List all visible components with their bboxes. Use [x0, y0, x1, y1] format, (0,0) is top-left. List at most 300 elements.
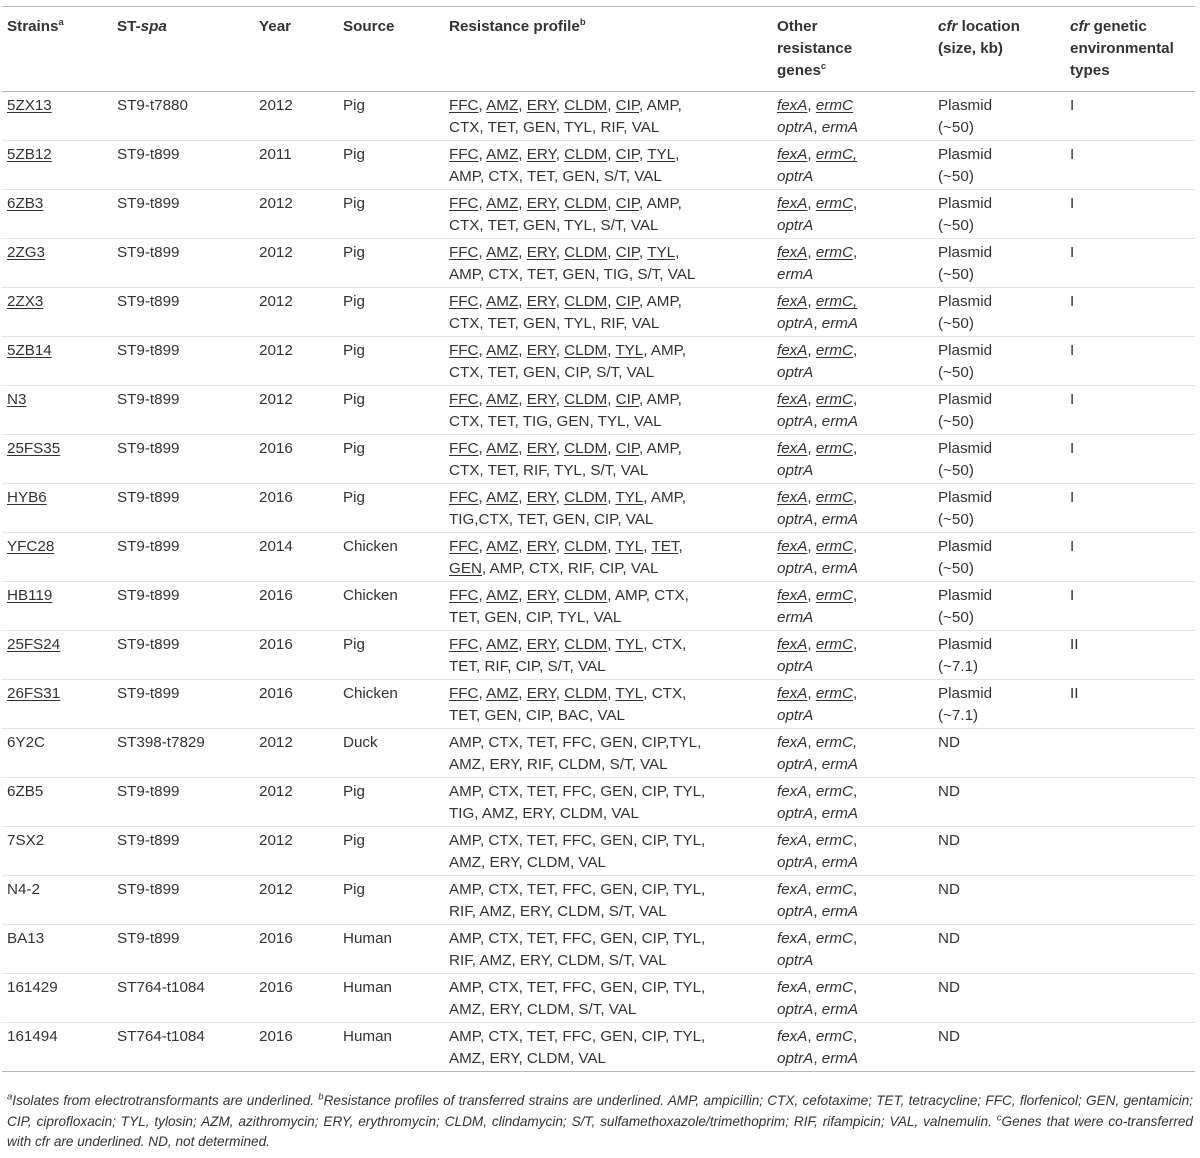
cell-year: 2016	[254, 484, 338, 533]
header-year: Year	[254, 7, 338, 92]
gene: ermA	[821, 560, 859, 577]
location-line: Plasmid	[938, 587, 993, 604]
table-row	[2, 631, 1195, 680]
antibiotic: ERY	[526, 146, 556, 163]
gene: fexA	[777, 685, 808, 702]
antibiotic: AMP	[646, 97, 678, 114]
table-row	[2, 582, 1195, 631]
cell-cfr-location	[933, 484, 1065, 533]
cell-other-genes: fexA, ermC, ermA	[772, 582, 933, 631]
antibiotic: VAL	[626, 364, 655, 381]
antibiotic: AMZ	[486, 195, 519, 212]
header-resistance-profile: Resistance profile$^b$	[444, 7, 772, 92]
location-line: ND	[938, 1028, 960, 1045]
cell-cfr-location	[933, 631, 1065, 680]
cell-year: 2016	[254, 631, 338, 680]
antibiotic: GEN	[562, 266, 596, 283]
antibiotic: AMP	[646, 391, 678, 408]
antibiotic: CTX	[488, 266, 519, 283]
cell-cfr-location	[933, 974, 1065, 1023]
antibiotic: FFC	[449, 391, 479, 408]
cell-other-genes: fexA, ermC, optrA	[772, 925, 933, 974]
cell-year: 2012	[254, 337, 338, 386]
location-line: (~50)	[938, 462, 974, 479]
cell-cfr-location	[933, 680, 1065, 729]
strain-id: 25FS35	[7, 440, 61, 457]
gene: ermC	[815, 195, 853, 212]
gene: fexA	[777, 293, 808, 310]
antibiotic: BAC	[557, 707, 589, 724]
cell-cfr-type	[1065, 827, 1195, 876]
antibiotic: TET	[449, 658, 476, 675]
antibiotic: CTX	[449, 217, 480, 234]
table-row	[2, 533, 1195, 582]
cell-cfr-location	[933, 288, 1065, 337]
antibiotic: AMZ	[486, 244, 519, 261]
antibiotic: AMP	[646, 195, 678, 212]
location-line: ND	[938, 783, 960, 800]
antibiotic: TET	[487, 364, 515, 381]
antibiotic: GEN	[562, 168, 596, 185]
gene: optrA	[777, 560, 814, 577]
cell-year: 2012	[254, 386, 338, 435]
antibiotic: S/T	[547, 658, 570, 675]
table-row	[2, 337, 1195, 386]
cell-strain	[2, 239, 112, 288]
cell-st-spa: ST9-t899	[112, 631, 254, 680]
antibiotic: TET	[487, 462, 515, 479]
table-row	[2, 876, 1195, 925]
antibiotic: FFC	[449, 440, 479, 457]
cell-strain	[2, 386, 112, 435]
cell-cfr-location	[933, 239, 1065, 288]
antibiotic: ERY	[526, 244, 556, 261]
cell-cfr-type: I	[1065, 288, 1195, 337]
cell-year: 2012	[254, 190, 338, 239]
strain-id: 161429	[7, 979, 58, 996]
antibiotic: S/T	[603, 168, 626, 185]
gene: fexA	[777, 391, 808, 408]
antibiotic: CLDM	[564, 342, 608, 359]
antibiotic: AMZ	[486, 636, 519, 653]
gene: fexA	[777, 1028, 808, 1045]
antibiotic: ERY	[526, 391, 556, 408]
location-line: ND	[938, 832, 960, 849]
cell-resistance: FFC, AMZ, ERY, CLDM, TYL, AMP, CTX, TET, GEN, CIP, S/T, VAL	[444, 337, 772, 386]
cell-other-genes: fexA, ermC, optrA	[772, 141, 933, 190]
gene: fexA	[777, 832, 808, 849]
antibiotic: CTX	[449, 364, 480, 381]
strain-id: 6ZB5	[7, 783, 44, 800]
antibiotic: GEN	[556, 413, 590, 430]
cell-resistance: FFC, AMZ, ERY, CLDM, CIP, TYL, AMP, CTX, TET, GEN, TIG, S/T, VAL	[444, 239, 772, 288]
antibiotic: RIF	[600, 119, 624, 136]
resistance-line: AMZ, ERY, RIF, CLDM, S/T, VAL	[449, 756, 668, 773]
location-line: (~50)	[938, 364, 974, 381]
location-line: ND	[938, 979, 960, 996]
antibiotic: VAL	[630, 560, 659, 577]
antibiotic: ERY	[526, 636, 556, 653]
gene: ermC	[815, 440, 853, 457]
antibiotic: S/T	[596, 364, 619, 381]
antibiotic: ERY	[526, 342, 556, 359]
gene: ermA	[777, 609, 814, 626]
location-line: Plasmid	[938, 146, 993, 163]
antibiotic: TET	[449, 609, 476, 626]
location-line: (~7.1)	[938, 707, 979, 724]
antibiotic: VAL	[577, 658, 606, 675]
location-line: (~50)	[938, 511, 974, 528]
antibiotic: RIF	[600, 315, 624, 332]
cell-other-genes: fexA, ermC, optrA, ermA	[772, 778, 933, 827]
antibiotic: CLDM	[564, 440, 608, 457]
cell-year: 2012	[254, 92, 338, 141]
location-line: (~50)	[938, 315, 974, 332]
cell-year: 2012	[254, 288, 338, 337]
antibiotic: AMZ	[486, 391, 519, 408]
cell-year: 2014	[254, 533, 338, 582]
location-line: (~50)	[938, 217, 974, 234]
antibiotic: AMZ	[486, 538, 519, 555]
cell-source: Chicken	[338, 533, 444, 582]
cell-cfr-type: I	[1065, 435, 1195, 484]
table-body	[2, 92, 1195, 1072]
antibiotic: TIG	[603, 266, 629, 283]
cell-other-genes: fexA, ermC optrA, ermA	[772, 92, 933, 141]
resistance-line: AMP, CTX, TET, FFC, GEN, CIP, TYL,	[449, 930, 706, 947]
cell-st-spa: ST9-t899	[112, 778, 254, 827]
gene: fexA	[777, 342, 808, 359]
location-line: (~7.1)	[938, 658, 979, 675]
gene: ermA	[821, 315, 859, 332]
table-row	[2, 974, 1195, 1023]
antibiotic: ERY	[526, 440, 556, 457]
cell-st-spa: ST9-t899	[112, 484, 254, 533]
antibiotic: VAL	[634, 168, 662, 185]
gene: ermA	[821, 903, 859, 920]
antibiotic: GEN	[523, 315, 556, 332]
cell-resistance: FFC, AMZ, ERY, CLDM, TYL, CTX, TET, GEN, CIP, BAC, VAL	[444, 680, 772, 729]
cell-resistance: FFC, AMZ, ERY, CLDM, TYL, AMP, TIG,CTX, TET, GEN, CIP, VAL	[444, 484, 772, 533]
antibiotic: CLDM	[564, 97, 608, 114]
location-line: (~50)	[938, 119, 974, 136]
antibiotic: CIP	[525, 609, 550, 626]
cell-strain	[2, 729, 112, 778]
antibiotic: ERY	[526, 587, 556, 604]
strains-table	[2, 6, 1195, 1072]
location-line: ND	[938, 734, 960, 751]
cell-other-genes: fexA, ermC, optrA	[772, 435, 933, 484]
cell-cfr-type	[1065, 876, 1195, 925]
location-line: Plasmid	[938, 538, 993, 555]
location-line: Plasmid	[938, 195, 993, 212]
resistance-line: AMZ, ERY, CLDM, VAL	[449, 1050, 606, 1067]
cell-resistance: FFC, AMZ, ERY, CLDM, CIP, AMP, CTX, TET, RIF, TYL, S/T, VAL	[444, 435, 772, 484]
antibiotic: TYL	[564, 315, 592, 332]
resistance-line: AMP, CTX, TET, FFC, GEN, CIP, TYL,	[449, 881, 706, 898]
cell-st-spa: ST9-t899	[112, 386, 254, 435]
cell-source: Pig	[338, 190, 444, 239]
gene: fexA	[777, 97, 808, 114]
table-row	[2, 827, 1195, 876]
cell-resistance	[444, 729, 772, 778]
antibiotic: TET	[526, 168, 554, 185]
cell-year: 2016	[254, 680, 338, 729]
gene: optrA	[777, 658, 814, 675]
table-row	[2, 484, 1195, 533]
antibiotic: CLDM	[564, 293, 608, 310]
cell-cfr-type	[1065, 729, 1195, 778]
strain-id: N4-2	[7, 881, 40, 898]
antibiotic: TET	[526, 266, 554, 283]
cell-strain	[2, 288, 112, 337]
antibiotic: VAL	[633, 413, 662, 430]
cell-strain	[2, 1023, 112, 1072]
antibiotic: TYL	[554, 462, 582, 479]
table-header	[2, 7, 1195, 92]
antibiotic: TET	[487, 217, 515, 234]
location-line: ND	[938, 930, 960, 947]
antibiotic: CTX	[651, 636, 683, 653]
cell-source: Pig	[338, 337, 444, 386]
antibiotic: AMZ	[486, 440, 519, 457]
resistance-line: AMP, CTX, TET, FFC, GEN, CIP, TYL,	[449, 979, 706, 996]
cell-resistance	[444, 778, 772, 827]
antibiotic: TYL	[564, 217, 592, 234]
cell-source: Chicken	[338, 680, 444, 729]
antibiotic: CLDM	[564, 244, 608, 261]
antibiotic: CIP	[615, 391, 640, 408]
cell-other-genes: fexA, ermC, optrA	[772, 337, 933, 386]
antibiotic: TIG	[522, 413, 549, 430]
cell-st-spa: ST9-t899	[112, 925, 254, 974]
cell-source: Pig	[338, 386, 444, 435]
antibiotic: TIG,CTX	[449, 511, 509, 528]
cell-year: 2016	[254, 925, 338, 974]
antibiotic: GEN	[484, 707, 518, 724]
table-row	[2, 288, 1195, 337]
cell-cfr-type	[1065, 1023, 1195, 1072]
gene: ermC	[815, 930, 853, 947]
antibiotic: FFC	[449, 489, 479, 506]
resistance-line: RIF, AMZ, ERY, CLDM, S/T, VAL	[449, 903, 667, 920]
resistance-line: AMP, CTX, TET, FFC, GEN, CIP, TYL,	[449, 832, 706, 849]
cell-source: Duck	[338, 729, 444, 778]
cell-st-spa: ST764-t1084	[112, 1023, 254, 1072]
table-row	[2, 141, 1195, 190]
gene: ermA	[821, 854, 859, 871]
cell-resistance: FFC, AMZ, ERY, CLDM, CIP, AMP, CTX, TET, GEN, TYL, RIF, VAL	[444, 92, 772, 141]
antibiotic: CIP	[615, 440, 640, 457]
gene: optrA	[777, 952, 814, 969]
strain-id: BA13	[7, 930, 45, 947]
cell-other-genes: fexA, ermC, optrA, ermA	[772, 288, 933, 337]
cell-strain	[2, 92, 112, 141]
antibiotic: CIP	[599, 560, 623, 577]
antibiotic: FFC	[449, 97, 479, 114]
cell-other-genes: fexA, ermC, optrA, ermA	[772, 1023, 933, 1072]
cell-strain	[2, 533, 112, 582]
antibiotic: ERY	[526, 293, 556, 310]
gene: ermC	[815, 342, 853, 359]
cell-resistance	[444, 925, 772, 974]
cell-cfr-type	[1065, 974, 1195, 1023]
cell-year: 2016	[254, 1023, 338, 1072]
cell-source: Pig	[338, 141, 444, 190]
gene: ermA	[821, 413, 859, 430]
gene: optrA	[777, 805, 814, 822]
resistance-line: RIF, AMZ, ERY, CLDM, S/T, VAL	[449, 952, 667, 969]
cell-st-spa: ST764-t1084	[112, 974, 254, 1023]
antibiotic: CLDM	[564, 195, 608, 212]
gene: optrA	[777, 1050, 814, 1067]
location-line: (~50)	[938, 413, 974, 430]
antibiotic: AMP	[650, 489, 682, 506]
location-line: ND	[938, 881, 960, 898]
gene: optrA	[777, 707, 814, 724]
strain-id: N3	[7, 391, 27, 408]
table-row	[2, 92, 1195, 141]
header-strains: Strains$^a$	[2, 7, 112, 92]
antibiotic: TYL	[647, 244, 676, 261]
antibiotic: AMZ	[486, 146, 519, 163]
gene: ermC	[815, 685, 853, 702]
antibiotic: CIP	[525, 707, 550, 724]
gene: ermA	[821, 511, 859, 528]
gene: fexA	[777, 440, 808, 457]
cell-cfr-location	[933, 386, 1065, 435]
gene: fexA	[777, 930, 808, 947]
antibiotic: VAL	[631, 119, 660, 136]
antibiotic: TYL	[557, 609, 586, 626]
cell-st-spa: ST9-t899	[112, 239, 254, 288]
antibiotic: S/T	[590, 462, 613, 479]
cell-other-genes: fexA, ermC, optrA, ermA	[772, 533, 933, 582]
location-line: Plasmid	[938, 342, 993, 359]
gene: ermC	[815, 97, 853, 114]
antibiotic: ERY	[526, 538, 556, 555]
resistance-line: AMP, CTX, TET, FFC, GEN, CIP,TYL,	[449, 734, 702, 751]
cell-cfr-location	[933, 92, 1065, 141]
cell-strain	[2, 876, 112, 925]
antibiotic: RIF	[523, 462, 546, 479]
antibiotic: TYL	[564, 119, 592, 136]
antibiotic: ERY	[526, 195, 556, 212]
gene: ermC	[815, 832, 853, 849]
cell-st-spa: ST398-t7829	[112, 729, 254, 778]
antibiotic: VAL	[620, 462, 649, 479]
cell-st-spa: ST9-t899	[112, 533, 254, 582]
table-row	[2, 729, 1195, 778]
antibiotic: GEN	[523, 364, 556, 381]
antibiotic: VAL	[631, 315, 660, 332]
antibiotic: TET	[449, 707, 476, 724]
cell-cfr-type: I	[1065, 239, 1195, 288]
cell-year: 2011	[254, 141, 338, 190]
antibiotic: GEN	[449, 560, 482, 577]
strain-id: HB119	[7, 587, 53, 604]
cell-cfr-type: I	[1065, 190, 1195, 239]
strain-id: 25FS24	[7, 636, 61, 653]
antibiotic: TET	[487, 315, 515, 332]
cell-source: Pig	[338, 484, 444, 533]
cell-cfr-type: I	[1065, 92, 1195, 141]
cell-strain	[2, 190, 112, 239]
gene: optrA	[777, 364, 814, 381]
cell-source: Pig	[338, 778, 444, 827]
cell-st-spa: ST9-t899	[112, 141, 254, 190]
antibiotic: CIP	[593, 511, 618, 528]
location-line: (~50)	[938, 266, 974, 283]
header-source: Source	[338, 7, 444, 92]
gene: ermC,	[815, 146, 858, 163]
cell-cfr-location	[933, 533, 1065, 582]
antibiotic: VAL	[593, 609, 622, 626]
antibiotic: GEN	[552, 511, 586, 528]
resistance-line: TIG, AMZ, ERY, CLDM, VAL	[449, 805, 639, 822]
cell-strain	[2, 582, 112, 631]
antibiotic: AMZ	[486, 293, 519, 310]
cell-source: Pig	[338, 92, 444, 141]
antibiotic: TYL	[615, 489, 644, 506]
antibiotic: CIP	[615, 244, 640, 261]
antibiotic: CLDM	[564, 636, 608, 653]
antibiotic: ERY	[526, 489, 556, 506]
antibiotic: AMZ	[486, 342, 519, 359]
cell-other-genes: fexA, ermC, optrA, ermA	[772, 974, 933, 1023]
antibiotic: CLDM	[564, 538, 608, 555]
cell-strain	[2, 925, 112, 974]
resistance-line: AMZ, ERY, CLDM, VAL	[449, 854, 606, 871]
cell-source: Human	[338, 974, 444, 1023]
gene: fexA	[777, 244, 808, 261]
cell-other-genes: fexA, ermC, optrA, ermA	[772, 729, 933, 778]
cell-st-spa: ST9-t899	[112, 827, 254, 876]
antibiotic: FFC	[449, 636, 479, 653]
antibiotic: CLDM	[564, 391, 608, 408]
cell-st-spa: ST9-t899	[112, 288, 254, 337]
cell-resistance: FFC, AMZ, ERY, CLDM, TYL, TET, GEN, AMP, CTX, RIF, CIP, VAL	[444, 533, 772, 582]
antibiotic: CTX	[449, 315, 480, 332]
gene: optrA	[777, 413, 814, 430]
antibiotic: AMZ	[486, 97, 519, 114]
antibiotic: AMP	[489, 560, 521, 577]
location-line: Plasmid	[938, 293, 993, 310]
cell-resistance: FFC, AMZ, ERY, CLDM, AMP, CTX, TET, GEN, CIP, TYL, VAL	[444, 582, 772, 631]
cell-cfr-type	[1065, 778, 1195, 827]
cell-cfr-type: I	[1065, 141, 1195, 190]
antibiotic: CLDM	[564, 489, 608, 506]
location-line: Plasmid	[938, 685, 993, 702]
gene: fexA	[777, 783, 808, 800]
table-row	[2, 435, 1195, 484]
header-cfr-types: cfr genetic environmental types	[1065, 7, 1195, 92]
antibiotic: S/T	[600, 217, 623, 234]
gene: ermA	[821, 119, 859, 136]
antibiotic: FFC	[449, 587, 479, 604]
gene: optrA	[777, 315, 814, 332]
cell-strain	[2, 631, 112, 680]
gene: ermC	[815, 489, 853, 506]
antibiotic: FFC	[449, 146, 479, 163]
header-row	[2, 7, 1195, 92]
cell-cfr-location	[933, 876, 1065, 925]
cell-resistance: FFC, AMZ, ERY, CLDM, CIP, TYL, AMP, CTX, TET, GEN, S/T, VAL	[444, 141, 772, 190]
antibiotic: CLDM	[564, 685, 608, 702]
strain-id: YFC28	[7, 538, 55, 555]
cell-st-spa: ST9-t899	[112, 435, 254, 484]
antibiotic: FFC	[449, 244, 479, 261]
